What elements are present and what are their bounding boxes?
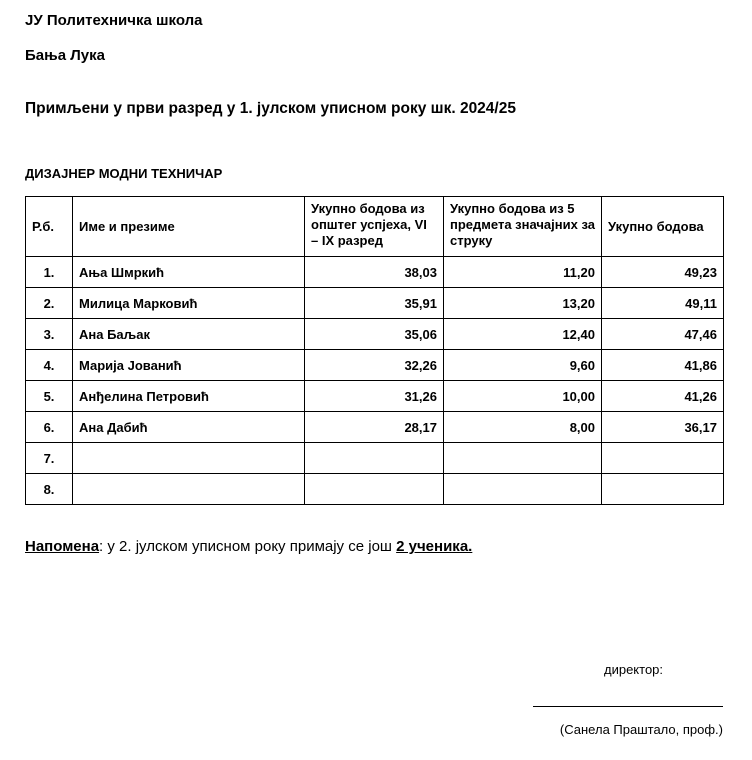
cell-general-points: 35,91 — [305, 288, 444, 319]
cell-subject-points: 10,00 — [444, 381, 602, 412]
column-header-name: Име и презиме — [73, 197, 305, 257]
cell-rb: 5. — [26, 381, 73, 412]
signature-line — [533, 706, 723, 707]
cell-rb: 4. — [26, 350, 73, 381]
table-row — [26, 381, 724, 412]
footnote-text: : у 2. јулском уписном року примају се још — [99, 538, 397, 555]
table-row — [26, 288, 724, 319]
cell-rb: 6. — [26, 412, 73, 443]
director-label: директор: — [604, 662, 664, 677]
table-row — [26, 474, 724, 505]
cell-subject-points: 8,00 — [444, 412, 602, 443]
footnote — [25, 538, 472, 555]
cell-rb: 8. — [26, 474, 73, 505]
footnote-count: 2 ученика. — [396, 538, 473, 555]
school-name: ЈУ Политехничка школа — [25, 12, 203, 29]
cell-name: Милица Марковић — [73, 288, 305, 319]
cell-name — [73, 443, 305, 474]
cell-rb: 3. — [26, 319, 73, 350]
column-header-rb: Р.б. — [26, 197, 73, 257]
cell-subject-points — [444, 474, 602, 505]
cell-name: Марија Јованић — [73, 350, 305, 381]
cell-general-points: 28,17 — [305, 412, 444, 443]
cell-rb: 1. — [26, 257, 73, 288]
cell-total-points: 49,11 — [602, 288, 724, 319]
document-heading: Примљени у први разред у 1. јулском уписном року шк. 2024/25 — [25, 100, 516, 117]
footnote-label: Напомена — [25, 538, 100, 555]
cell-general-points — [305, 443, 444, 474]
cell-name — [73, 474, 305, 505]
table-row — [26, 412, 724, 443]
cell-total-points — [602, 474, 724, 505]
cell-rb: 2. — [26, 288, 73, 319]
table-row — [26, 443, 724, 474]
cell-total-points: 49,23 — [602, 257, 724, 288]
cell-total-points: 47,46 — [602, 319, 724, 350]
cell-general-points: 32,26 — [305, 350, 444, 381]
cell-rb: 7. — [26, 443, 73, 474]
cell-name: Ана Дабић — [73, 412, 305, 443]
table-row — [26, 319, 724, 350]
admitted-students-table — [25, 196, 724, 505]
cell-total-points: 41,26 — [602, 381, 724, 412]
cell-general-points: 35,06 — [305, 319, 444, 350]
program-title: ДИЗАЈНЕР МОДНИ ТЕХНИЧАР — [25, 166, 223, 181]
table-row — [26, 350, 724, 381]
table-header-row — [26, 197, 724, 257]
cell-general-points: 31,26 — [305, 381, 444, 412]
cell-subject-points: 9,60 — [444, 350, 602, 381]
cell-subject-points: 11,20 — [444, 257, 602, 288]
column-header-subject-points: Укупно бодова из 5 предмета значајних за струку — [444, 197, 602, 257]
cell-name: Анђелина Петровић — [73, 381, 305, 412]
cell-total-points: 41,86 — [602, 350, 724, 381]
cell-subject-points — [444, 443, 602, 474]
table-row — [26, 257, 724, 288]
cell-name: Ана Баљак — [73, 319, 305, 350]
cell-general-points — [305, 474, 444, 505]
signer-name: (Санела Праштало, проф.) — [559, 722, 723, 737]
column-header-general-points: Укупно бодова из општег успјеха, VI – IX разред — [305, 197, 444, 257]
column-header-total-points: Укупно бодова — [602, 197, 724, 257]
cell-subject-points: 13,20 — [444, 288, 602, 319]
city-name: Бања Лука — [25, 47, 105, 64]
cell-total-points — [602, 443, 724, 474]
cell-general-points: 38,03 — [305, 257, 444, 288]
cell-subject-points: 12,40 — [444, 319, 602, 350]
cell-name: Ања Шмркић — [73, 257, 305, 288]
cell-total-points: 36,17 — [602, 412, 724, 443]
